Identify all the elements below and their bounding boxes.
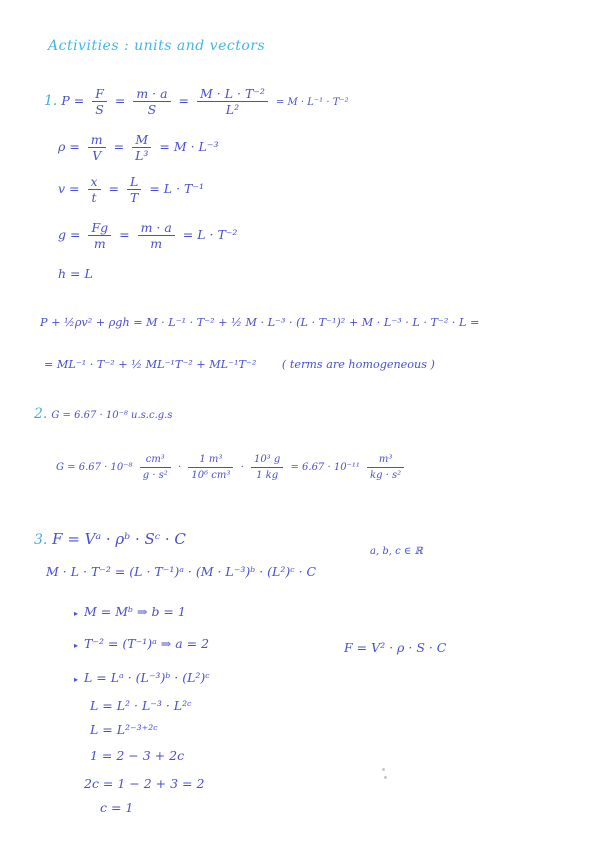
pressure-result: = M · L⁻¹ · T⁻²	[275, 97, 349, 108]
bullet-icon: ▸	[74, 675, 79, 684]
page-title: Activities : units and vectors	[48, 38, 266, 54]
scan-speck	[384, 776, 387, 779]
step-time: ▸ T⁻² = (T⁻¹)ᵃ ⇒ a = 2	[74, 636, 210, 651]
bernoulli-line-2: = ML⁻¹ · T⁻² + ½ ML⁻¹T⁻² + ML⁻¹T⁻² ( terms are homogeneous )	[44, 358, 435, 371]
homogeneous-note: ( terms are homogeneous )	[281, 358, 435, 371]
section-number-2: 2.	[34, 406, 48, 422]
constants-domain: a, b, c ∈ ℝ	[370, 546, 423, 557]
pressure-fraction-3: $\frac{\text{M · L · T⁻²}}{\text{L²}}$	[197, 86, 268, 117]
density-result: = M · L⁻³	[159, 139, 219, 154]
height-equation: h = L	[58, 266, 93, 281]
velocity-result: = L · T⁻¹	[149, 181, 204, 196]
gravitational-constant-given: 2. G = 6.67 · 10⁻⁸ u.s.c.g.s	[34, 406, 173, 422]
pressure-fraction-2: $\frac{m \cdot a}{S}$	[133, 86, 170, 117]
dimension-equation: M · L · T⁻² = (L · T⁻¹)ᵃ · (M · L⁻³)ᵇ · (L²)ᶜ · C	[46, 564, 317, 579]
final-answer: F = V² · ρ · S · C	[344, 640, 447, 655]
length-derivation-3: 1 = 2 − 3 + 2c	[90, 748, 185, 763]
length-derivation-5: c = 1	[100, 800, 134, 815]
density-equation: ρ = $\frac{m}{V}$ = $\frac{M}{\text{L³}}$ = M · L⁻³	[58, 132, 219, 163]
pressure-lhs: P =	[61, 93, 85, 108]
scan-speck	[382, 768, 385, 771]
gravity-equation: g = $\frac{Fg}{m}$ = $\frac{m \cdot a}{m}$ = L · T⁻²	[58, 220, 238, 251]
step-length: ▸ L = Lᵃ · (L⁻³)ᵇ · (L²)ᶜ	[74, 670, 210, 685]
pressure-equation: 1. P = $\frac{F}{S}$ = $\frac{m \cdot a}{S}$ = $\frac{\text{M · L · T⁻²}}{\text{L²}}$ = M · L⁻¹ · T⁻²	[44, 86, 349, 117]
bernoulli-line-1: P + ½ρv² + ρgh = M · L⁻¹ · T⁻² + ½ M · L⁻³ · (L · T⁻¹)² + M · L⁻³ · L · T⁻² · L =	[40, 316, 480, 329]
gravitational-constant-conversion: G = 6.67 · 10⁻⁸ $\frac{\text{cm³}}{\text{g · s²}}$ · $\frac{\text{1 m³}}{\text{10⁶ cm³}}$ · $\frac{\text{10³ g}}{1 kg}$ = 6.67 · 10⁻¹¹ $\frac{\text{m³}}{\text{kg · s²}}$	[56, 452, 408, 483]
step-mass: ▸ M = Mᵇ ⇒ b = 1	[74, 604, 186, 619]
section-number-3: 3.	[34, 532, 48, 548]
section-number-1: 1.	[44, 93, 58, 109]
bullet-icon: ▸	[74, 609, 79, 618]
length-derivation-2: L = L²⁻³⁺²ᶜ	[90, 722, 158, 737]
velocity-equation: v = $\frac{x}{t}$ = $\frac{L}{T}$ = L · T⁻¹	[58, 174, 204, 205]
length-derivation-1: L = L² · L⁻³ · L²ᶜ	[90, 698, 192, 713]
pressure-fraction-1: $\frac{F}{S}$	[92, 86, 107, 117]
gravity-result: = L · T⁻²	[182, 227, 238, 242]
length-derivation-4: 2c = 1 − 2 + 3 = 2	[84, 776, 205, 791]
force-formula: 3. F = Vᵃ · ρᵇ · Sᶜ · C	[34, 530, 186, 548]
bullet-icon: ▸	[74, 641, 79, 650]
